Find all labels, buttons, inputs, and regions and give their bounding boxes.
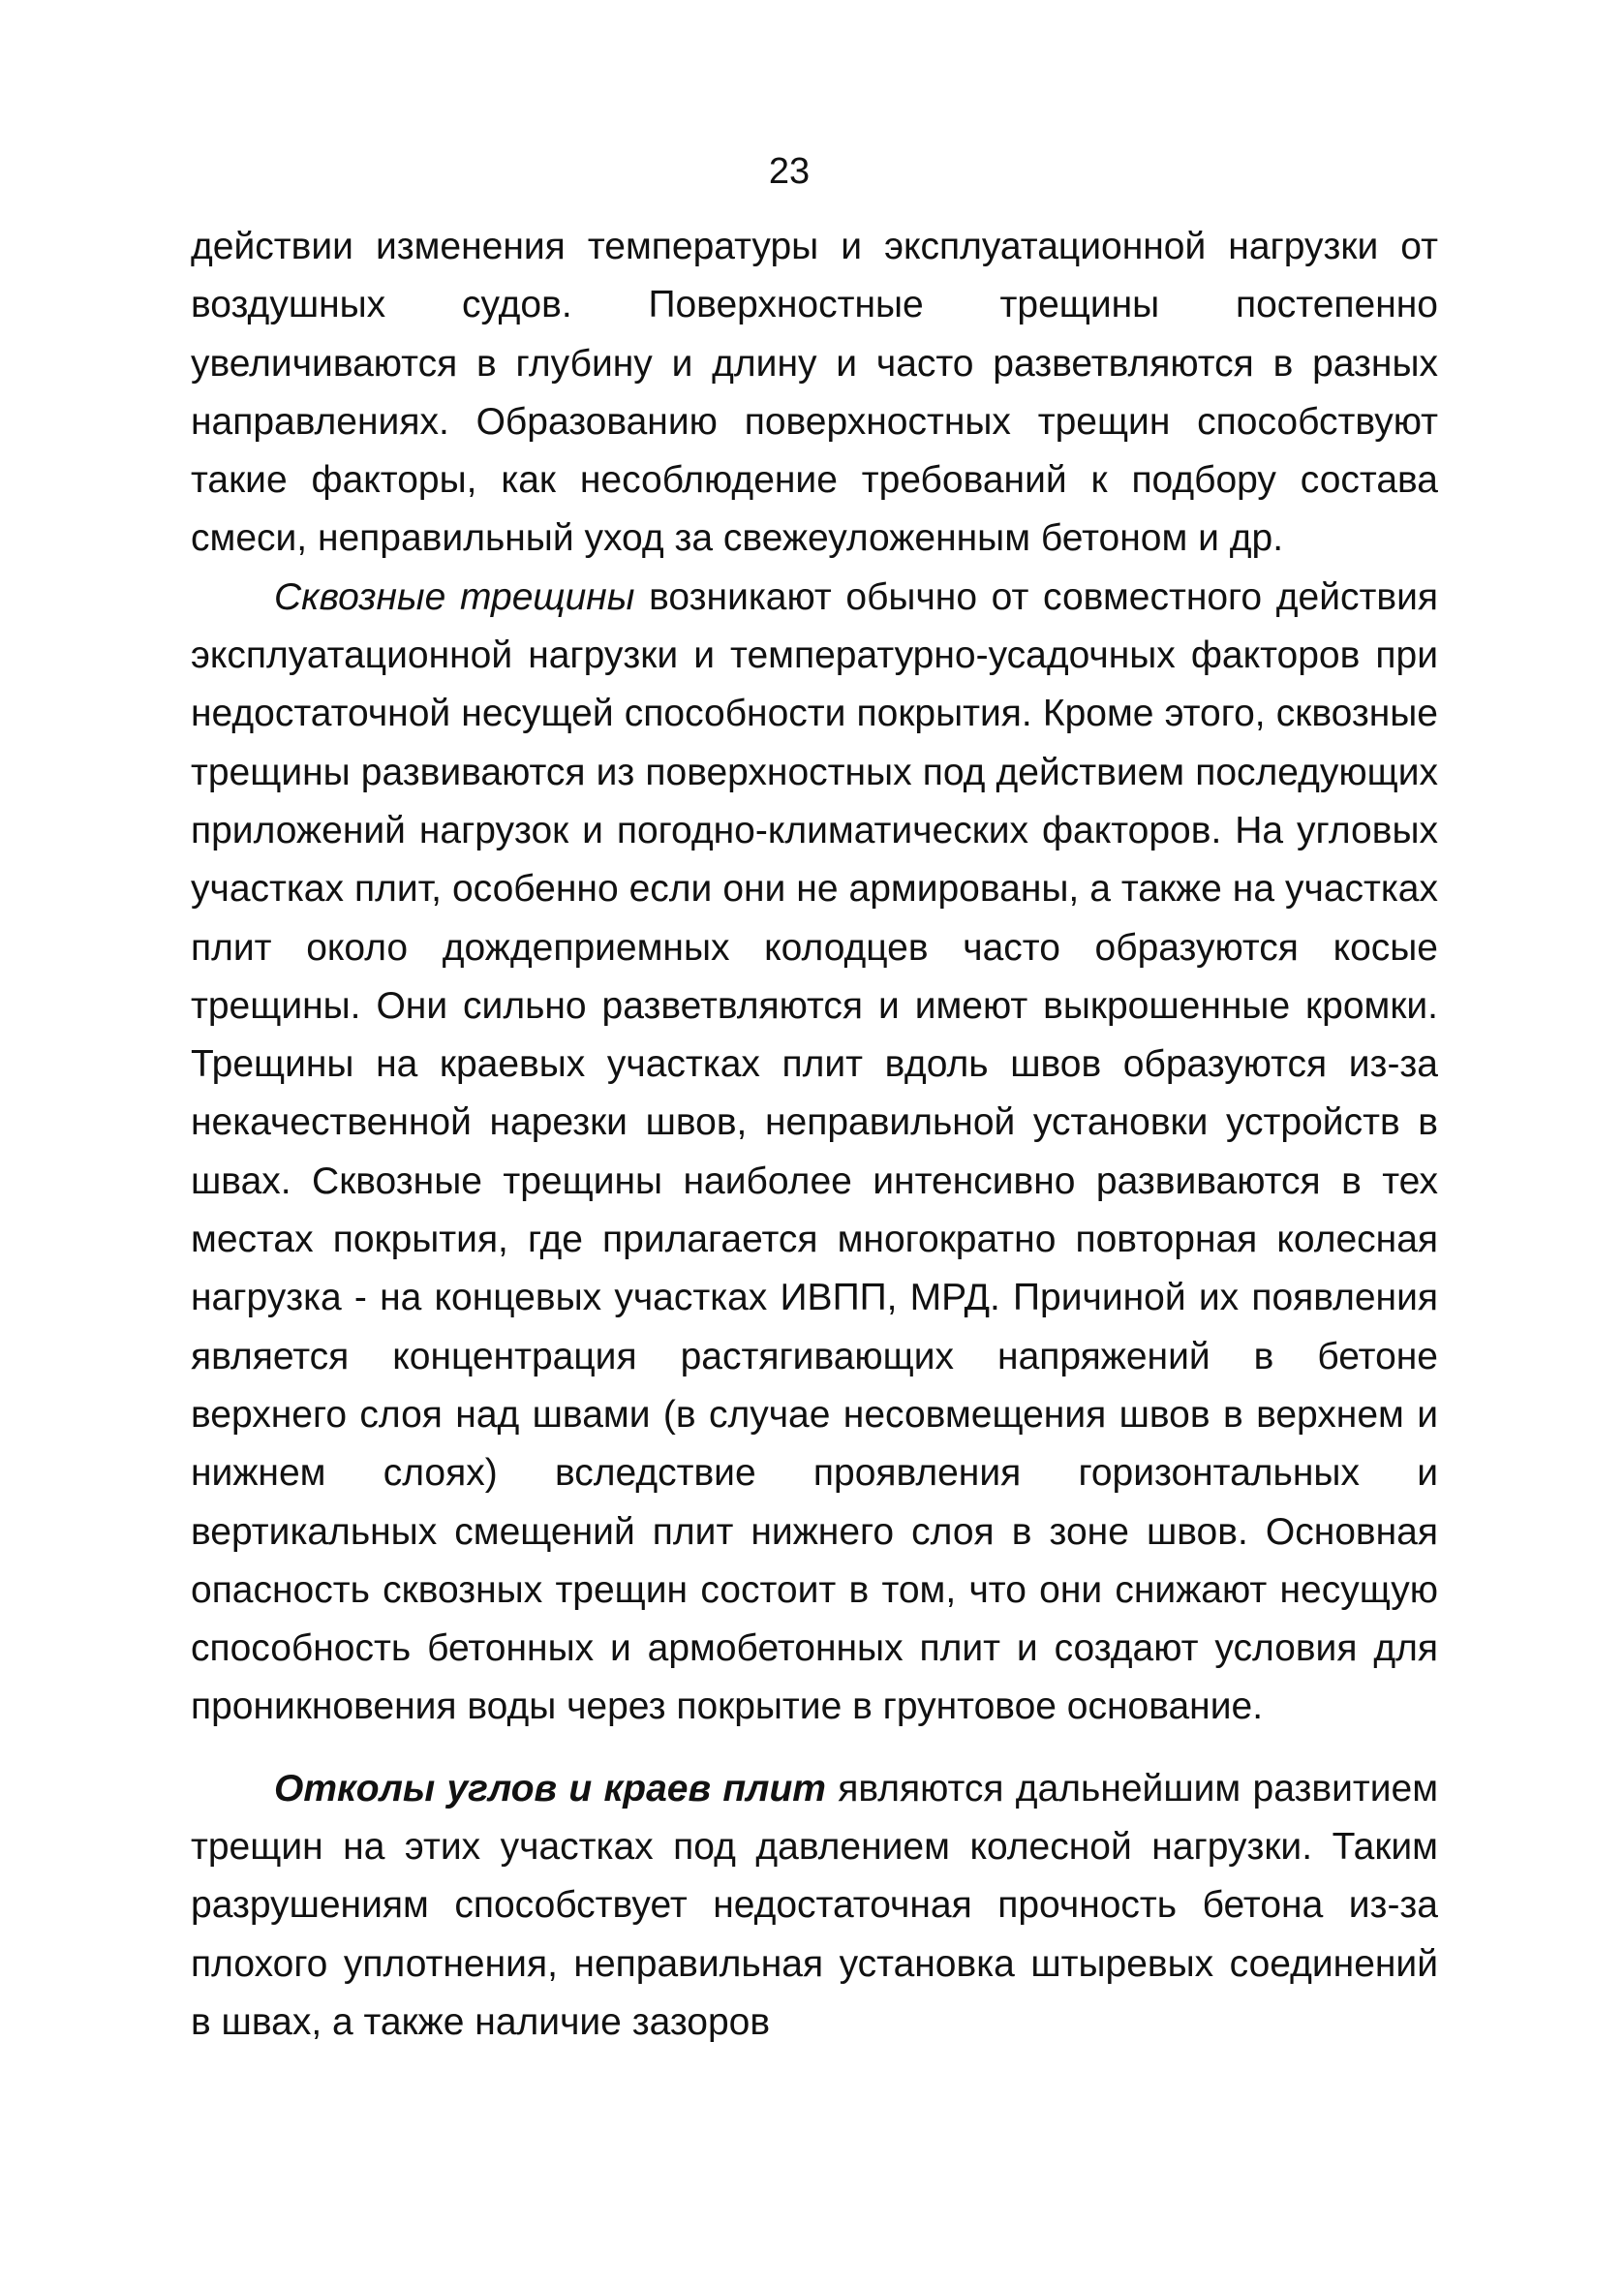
paragraph-text: возникают обычно от совместного действия эксплуатационной нагрузки и температурно-усадочных факторов при недостаточной несущей способности покрытия. Кроме этого, сквозные трещины развиваются из поверхностных под действием последующих приложений нагрузок и погодно-климатических факторов. На угловых участках плит, особенно если они не армированы, а также на участках плит около дождеприемных колодцев часто образуются косые трещины. Они сильно разветвляются и имеют выкрошенные кромки. Трещины на краевых участках плит вдоль швов образуются из-за некачественной нарезки швов, неправильной установки устройств в швах. Сквозные трещины наиболее интенсивно развиваются в тех местах покрытия, где прилагается многократно повторная колесная нагрузка - на концевых участках ИВПП, МРД. Причиной их появления является концентрация растягивающих напряжений в бетоне верхнего слоя над швами (в случае несовмещения швов в верхнем и нижнем слоях) вследствие проявления горизонтальных и вертикальных смещений плит нижнего слоя в зоне швов. Основная опасность сквозных трещин состоит в том, что они снижают несущую способность бетонных и армобетонных плит и создают условия для проникновения воды через покрытие в грунтовое основание. bbox=[191, 575, 1438, 1728]
term-corner-spalling: Отколы углов и краев плит bbox=[274, 1767, 826, 1810]
page-number: 23 bbox=[768, 151, 811, 192]
paragraph-corner-spalling bbox=[191, 1760, 1438, 2052]
body-text bbox=[191, 218, 1438, 2052]
term-through-cracks: Сквозные трещины bbox=[274, 575, 635, 618]
paragraph-surface-cracks bbox=[191, 218, 1438, 569]
paragraph-text: действии изменения температуры и эксплуатационной нагрузки от воздушных судов. Поверхностные трещины постепенно увеличиваются в глубину и длину и часто разветвляются в разных направлениях. Образованию поверхностных трещин способствуют такие факторы, как несоблюдение требований к подбору состава смеси, неправильный уход за свежеуложенным бетоном и др. bbox=[191, 226, 1438, 560]
paragraph-text: являются дальнейшим развитием трещин на этих участках под давлением колесной нагрузки. Таким разрушениям способствует недостаточная прочность бетона из-за плохого уплотнения, неправильная установка штыревых соединений в швах, а также наличие зазоров bbox=[191, 1767, 1439, 2043]
paragraph-through-cracks bbox=[191, 569, 1438, 1737]
